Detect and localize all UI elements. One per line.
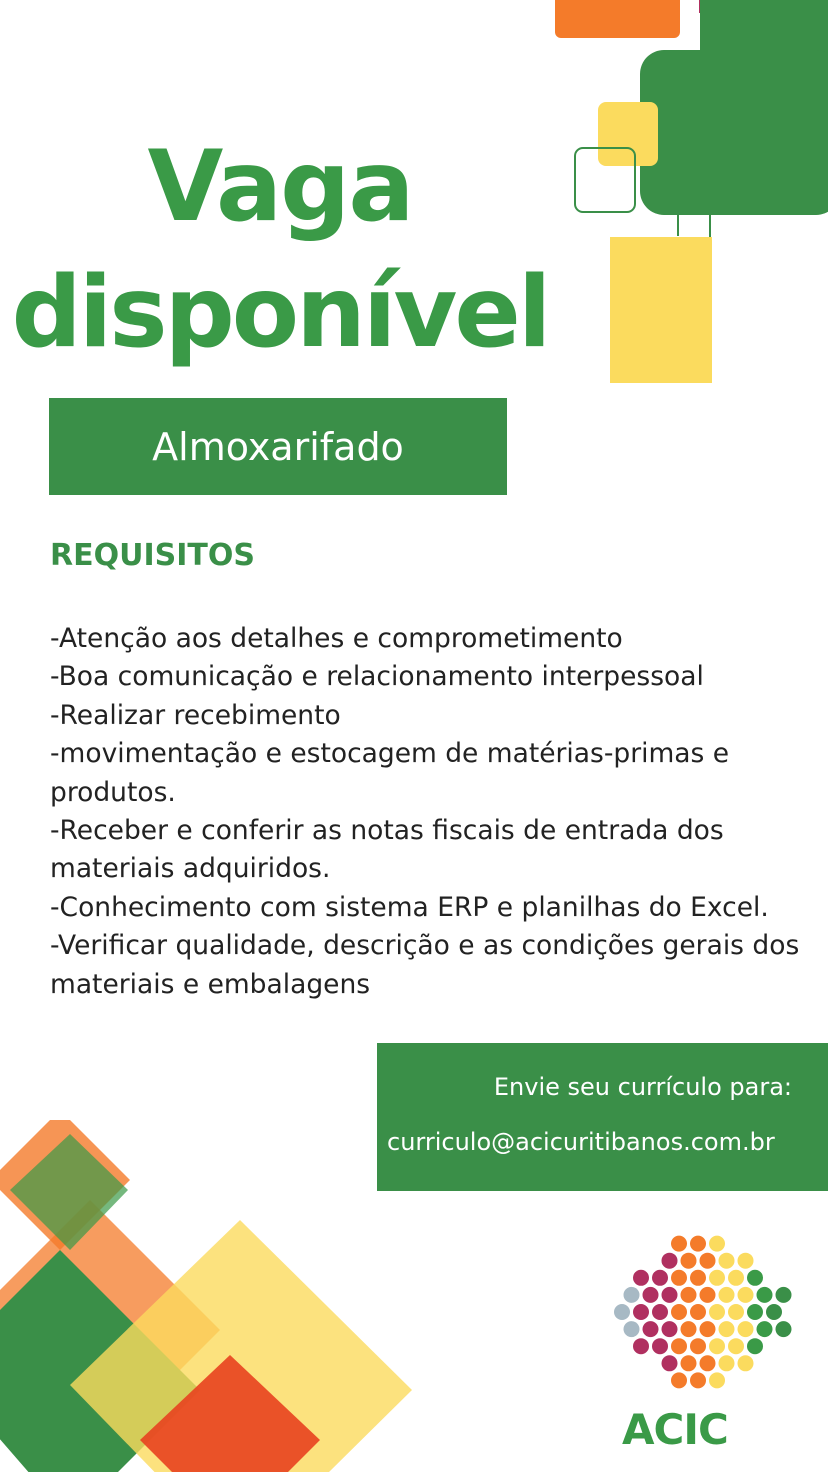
logo-dot (652, 1270, 668, 1286)
logo-dot (747, 1270, 763, 1286)
logo-dot (709, 1236, 725, 1252)
logo-dot (709, 1338, 725, 1354)
logo-dot (671, 1304, 687, 1320)
logo-dot (757, 1287, 773, 1303)
logo-dot (633, 1270, 649, 1286)
logo-dot (719, 1355, 735, 1371)
logo-dot (738, 1355, 754, 1371)
logo-dot-grid (614, 1236, 792, 1389)
logo-dot (624, 1321, 640, 1337)
logo-dot (681, 1321, 697, 1337)
logo-dot (662, 1355, 678, 1371)
logo-dot (614, 1304, 630, 1320)
requirement-item: -Atenção aos detalhes e comprometimento (50, 623, 623, 654)
top-right-decoration (540, 0, 828, 400)
logo-dot (662, 1253, 678, 1269)
bottom-left-decoration (0, 1120, 430, 1472)
requirement-item: -Conhecimento com sistema ERP e planilhas do Excel. (50, 891, 769, 923)
title-line-1: Vaga (147, 129, 413, 244)
logo-dot (738, 1287, 754, 1303)
contact-box (377, 1043, 828, 1191)
requirement-item: -Verificar qualidade, descrição e as condições gerais dos materiais e embalagens (50, 930, 800, 1000)
requirements-list (50, 620, 825, 1004)
logo-dot (671, 1338, 687, 1354)
logo-dot (728, 1270, 744, 1286)
contact-email[interactable]: curriculo@acicuritibanos.com.br (387, 1128, 775, 1156)
logo-dot (671, 1372, 687, 1388)
logo-dot (633, 1304, 649, 1320)
logo-dot (690, 1372, 706, 1388)
logo-dot (671, 1270, 687, 1286)
logo-dot (757, 1321, 773, 1337)
logo-dot (700, 1355, 716, 1371)
logo-dot (643, 1287, 659, 1303)
requirement-item: -Boa comunicação e relacionamento interpessoal (50, 661, 704, 693)
orange-block-shape (555, 0, 680, 38)
logo-dot (681, 1253, 697, 1269)
logo-dot (709, 1304, 725, 1320)
logo-dot (728, 1304, 744, 1320)
logo-dot (719, 1287, 735, 1303)
logo-dot (662, 1287, 678, 1303)
requirement-item: -Realizar recebimento (50, 699, 341, 731)
logo-dot (681, 1355, 697, 1371)
logo-dot (738, 1253, 754, 1269)
logo-dot (643, 1321, 659, 1337)
logo-dot (747, 1304, 763, 1320)
logo-dot (652, 1304, 668, 1320)
green-rounded-block-shape (640, 50, 828, 215)
logo-dot (681, 1287, 697, 1303)
logo-dot (738, 1321, 754, 1337)
logo-dot (652, 1338, 668, 1354)
logo-dot (624, 1287, 640, 1303)
requirement-item: -movimentação e estocagem de matérias-primas e produtos. (50, 738, 730, 808)
logo-dot (728, 1338, 744, 1354)
logo-dot (671, 1236, 687, 1252)
logo-dot (700, 1253, 716, 1269)
logo-dot (690, 1304, 706, 1320)
green-top-block-shape (700, 0, 828, 55)
logo-dot (700, 1287, 716, 1303)
yellow-small-block-shape (598, 102, 658, 166)
logo-dot (747, 1338, 763, 1354)
position-banner (49, 398, 507, 495)
logo-dot (709, 1372, 725, 1388)
logo-dot (766, 1304, 782, 1320)
logo-dot (709, 1270, 725, 1286)
logo-dot (690, 1236, 706, 1252)
acic-logo-text: ACIC (622, 1405, 728, 1454)
logo-dot (690, 1270, 706, 1286)
contact-label: Envie seu currículo para: (493, 1073, 792, 1101)
logo-dot (776, 1321, 792, 1337)
acic-dots-logo-icon (598, 1230, 798, 1406)
logo-dot (633, 1338, 649, 1354)
logo-dot (690, 1338, 706, 1354)
requirement-item: -Receber e conferir as notas fiscais de entrada dos materiais adquiridos. (50, 815, 724, 885)
yellow-tall-block-shape (610, 237, 712, 383)
logo-dot (662, 1321, 678, 1337)
position-label: Almoxarifado (152, 424, 404, 469)
logo-dot (719, 1321, 735, 1337)
logo-dot (776, 1287, 792, 1303)
logo-dot (700, 1321, 716, 1337)
title-line-2: disponível (11, 255, 549, 370)
logo-dot (719, 1253, 735, 1269)
requirements-heading: REQUISITOS (50, 538, 255, 573)
